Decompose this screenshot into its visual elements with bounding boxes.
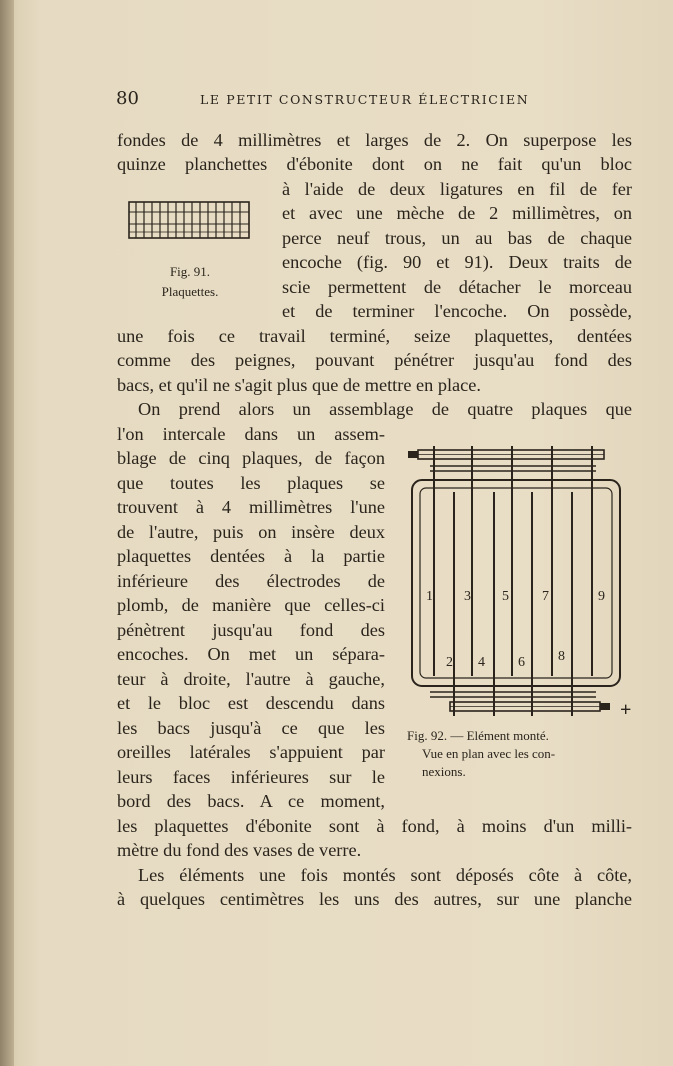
plate-label: 9 — [598, 589, 605, 604]
text-line: pénètrent jusqu'au fond des — [117, 620, 385, 640]
text-line: encoches. On met un sépara- — [117, 644, 385, 664]
text-line: et le bloc est descendu dans — [117, 693, 385, 713]
plate-label: 1 — [426, 589, 433, 604]
text-line: trouvent à 4 millimètres l'une — [117, 497, 385, 517]
text-line: une fois ce travail terminé, seize plaquettes, dentées — [117, 326, 632, 346]
text-line: scie permettent de détacher le morceau — [282, 277, 632, 297]
page-binding-edge — [0, 0, 14, 1066]
text-line: leurs faces inférieures sur le — [117, 767, 385, 787]
text-line: et de terminer l'encoche. On possède, — [282, 301, 632, 321]
running-title: LE PETIT CONSTRUCTEUR ÉLECTRICIEN — [200, 92, 530, 107]
text-line: plomb, de manière que celles-ci — [117, 595, 385, 615]
text-line: inférieure des électrodes de — [117, 571, 385, 591]
page-number: 80 — [116, 88, 139, 109]
plate-label: 7 — [542, 589, 549, 604]
figure-91-number: Fig. 91. — [169, 264, 211, 279]
text-line: plaquettes dentées à la partie — [117, 546, 385, 566]
text-line: de l'autre, puis on insère deux — [117, 522, 385, 542]
text-line: mètre du fond des vases de verre. — [117, 840, 362, 860]
figure-92-element-monte — [400, 440, 640, 725]
plate-label: 2 — [446, 655, 453, 670]
text-line: quinze planchettes d'ébonite dont on ne fait qu'un bloc — [117, 154, 632, 174]
text-line: que toutes les plaques se — [117, 473, 385, 493]
positive-terminal-sign: + — [620, 699, 632, 721]
figure-92-caption-line2: Vue en plan avec les con- — [422, 746, 556, 761]
text-line: teur à droite, l'autre à gauche, — [117, 669, 385, 689]
text-line: comme des peignes, pouvant pénétrer jusqu'au fond des — [117, 350, 632, 370]
figure-92-caption-line3: nexions. — [422, 764, 466, 779]
text-line: l'on intercale dans un assem- — [117, 424, 385, 444]
text-line: encoche (fig. 90 et 91). Deux traits de — [282, 252, 632, 272]
figure-91-plaquettes — [126, 198, 252, 244]
text-line: les bacs jusqu'à ce que les — [117, 718, 385, 738]
plate-label: 5 — [502, 589, 509, 604]
figure-91-title: Plaquettes. — [161, 284, 219, 299]
text-line: bord des bacs. A ce moment, — [117, 791, 385, 811]
text-line: Les éléments une fois montés sont déposés côte à côte, — [138, 865, 632, 885]
text-line: oreilles latérales s'appuient par — [117, 742, 385, 762]
figure-92-caption-line1: Fig. 92. — Elément monté. — [407, 728, 549, 743]
plate-label: 4 — [478, 655, 485, 670]
plate-label: 3 — [464, 589, 471, 604]
text-line: bacs, et qu'il ne s'agit plus que de mettre en place. — [117, 375, 481, 395]
text-line: à quelques centimètres les uns des autres, sur une planche — [117, 889, 632, 909]
text-line: les plaquettes d'ébonite sont à fond, à moins d'un milli- — [117, 816, 632, 836]
text-line: à l'aide de deux ligatures en fil de fer — [282, 179, 632, 199]
plate-label: 8 — [558, 649, 565, 664]
text-line: On prend alors un assemblage de quatre plaques que — [138, 399, 632, 419]
text-line: perce neuf trous, un au bas de chaque — [282, 228, 632, 248]
text-line: et avec une mèche de 2 millimètres, on — [282, 203, 632, 223]
text-line: blage de cinq plaques, de façon — [117, 448, 385, 468]
text-line: fondes de 4 millimètres et larges de 2. On superpose les — [117, 130, 632, 150]
plate-label: 6 — [518, 655, 525, 670]
